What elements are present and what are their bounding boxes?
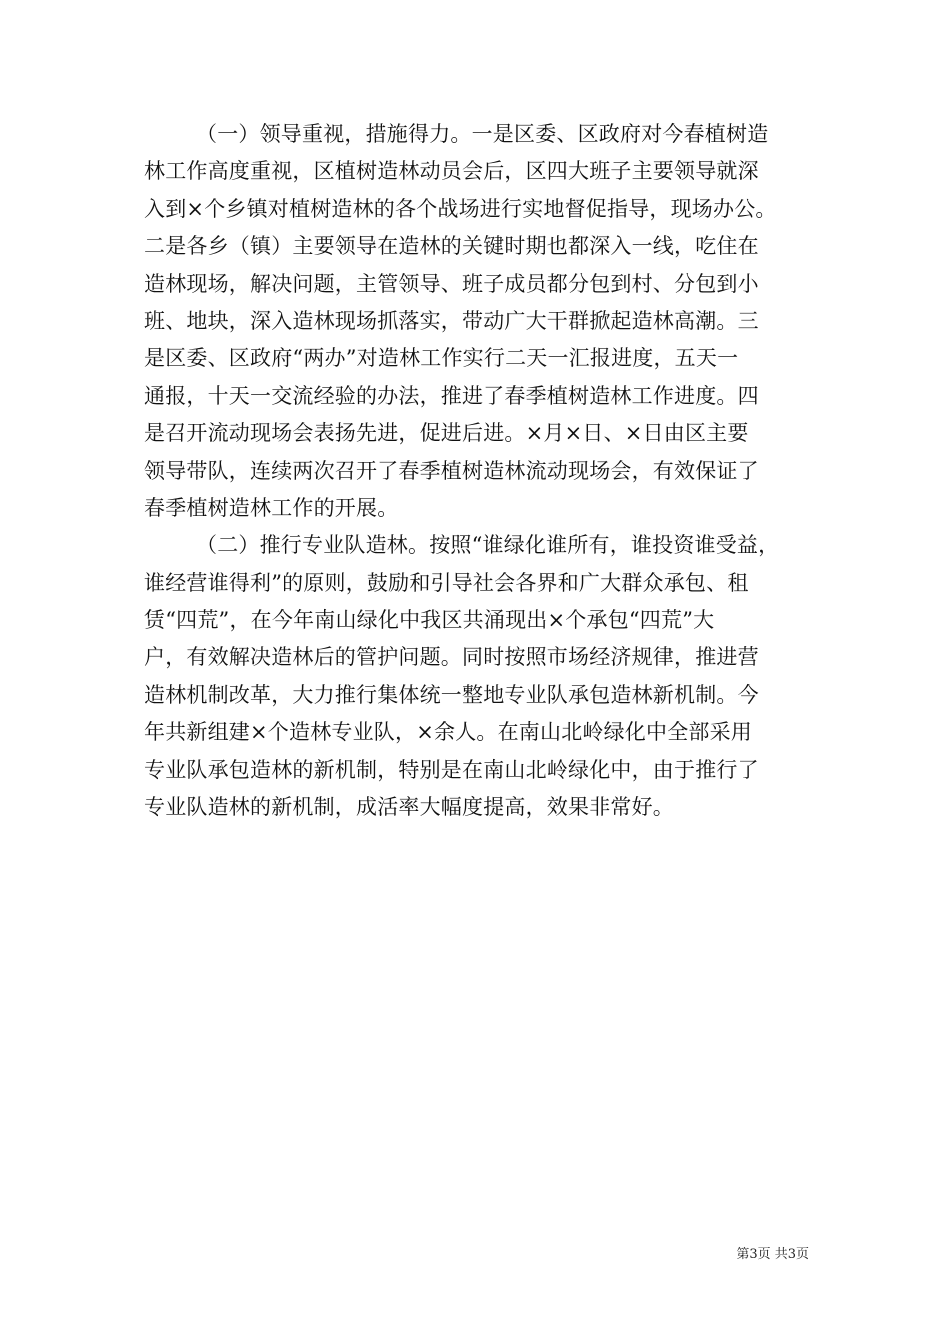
text-line: 专业队造林的新机制，成活率大幅度提高，效果非常好。 [144,795,674,820]
paragraph-leadership [144,116,814,527]
text-line: 造林现场，解决问题，主管领导、班子成员都分包到村、分包到小 [144,271,759,296]
text-line: 是区委、区政府“两办”对造林工作实行二天一汇报进度，五天一 [144,346,739,371]
text-line: 春季植树造林工作的开展。 [144,495,399,520]
text-line: 专业队承包造林的新机制，特别是在南山北岭绿化中，由于推行了 [144,757,759,782]
text-line: 二是各乡（镇）主要领导在造林的关键时期也都深入一线，吃住在 [144,234,759,259]
text-line: 户，有效解决造林后的管护问题。同时按照市场经济规律，推进营 [144,645,759,670]
text-line: 林工作高度重视，区植树造林动员会后，区四大班子主要领导就深 [144,159,759,184]
text-line: 班、地块，深入造林现场抓落实，带动广大干群掀起造林高潮。三 [144,308,759,333]
document-body [144,116,814,826]
text-line: 年共新组建×个造林专业队，×余人。在南山北岭绿化中全部采用 [144,720,752,745]
text-line: 通报，十天一交流经验的办法，推进了春季植树造林工作进度。四 [144,383,759,408]
text-line: （二）推行专业队造林。按照“谁绿化谁所有，谁投资谁受益， [196,533,780,558]
text-line: 造林机制改革，大力推行集体统一整地专业队承包造林新机制。今 [144,682,759,707]
text-line: 是召开流动现场会表扬先进，促进后进。×月×日、×日由区主要 [144,421,749,446]
text-line: 赁“四荒”，在今年南山绿化中我区共涌现出×个承包“四荒”大 [144,608,715,633]
text-line: （一）领导重视，措施得力。一是区委、区政府对今春植树造 [196,122,769,146]
page-number-footer: 第3页 共3页 [736,1247,809,1262]
text-line: 谁经营谁得利”的原则，鼓励和引导社会各界和广大群众承包、租 [144,570,749,595]
paragraph-professional-teams [144,527,814,826]
text-line: 入到×个乡镇对植树造林的各个战场进行实地督促指导，现场办公。 [144,196,777,221]
text-line: 领导带队，连续两次召开了春季植树造林流动现场会，有效保证了 [144,458,759,483]
